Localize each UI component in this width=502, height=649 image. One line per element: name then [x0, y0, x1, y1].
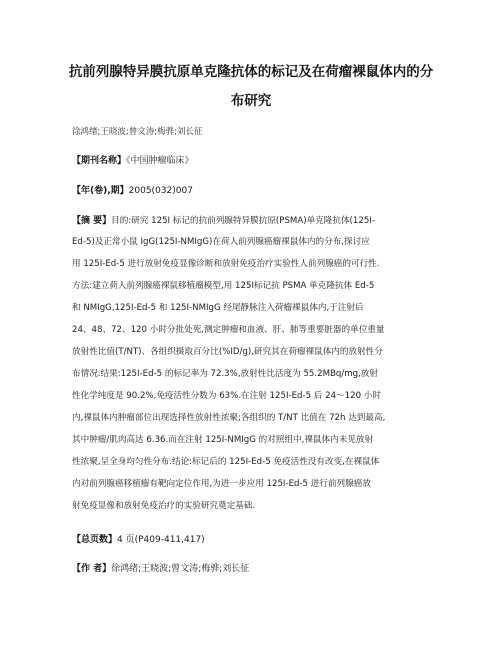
journal-name-value: 《中国肿瘤临床》	[126, 156, 194, 166]
abstract-line: 24、48、72、120 小时分批处死,测定肿瘤和血液、肝、肺等重要脏器的单位重量	[72, 325, 385, 335]
abstract-line: 内对前列腺癌移植瘤有靶向定位作用,为进一步应用 125Ⅰ-Ed-5 进行前列腺癌放	[72, 479, 371, 489]
authors-field	[72, 561, 249, 574]
abstract-line: 射免疫显像和放射免疫治疗的实验研究奠定基础.	[72, 501, 256, 511]
abstract-line	[72, 213, 432, 226]
document-title-line-1: 抗前列腺特异膜抗原单克隆抗体的标记及在荷瘤裸鼠体内的分	[68, 64, 434, 80]
page-count-field	[72, 532, 205, 545]
year-issue-value: 2005(032)007	[128, 186, 193, 196]
abstract-line: 性浓聚,呈全身均匀性分布.结论:标记后的 125Ⅰ-Ed-5 免疫活性没有改变,在裸鼠体	[72, 457, 380, 467]
abstract-line: 性化学纯度是 90.2%,免疫活性分数为 63%.在注射 125Ⅰ-Ed-5 后 24～120 小时	[72, 391, 381, 401]
journal-name-field	[72, 153, 194, 166]
abstract-line: 放射性比值(T/NT)、各组织摄取百分比(%ID/g),研究其在荷瘤裸鼠体内的放射性分	[72, 347, 383, 357]
abstract-line: 和 NMIgG,125Ⅰ-Ed-5 和 125Ⅰ-NMIgG 经尾静脉注入荷瘤裸鼠体内,于注射后	[72, 303, 364, 313]
year-issue-field	[72, 183, 193, 196]
page-count-value: 4 页(P409-411,417)	[117, 535, 205, 545]
document-title-line-2: 布研究	[230, 93, 272, 109]
abstract-line: 内,裸鼠体内肿瘤部位出现选择性放射性浓聚;各组织的 T/NT 比值在 72h 达到最高,	[72, 413, 386, 423]
abstract-label: 【摘 要】	[72, 216, 112, 226]
abstract-text: 目的:研究 125I 标记的抗前列腺特异膜抗原(PSMA)单克隆抗体(125Ⅰ-	[111, 216, 375, 226]
authors-value: 徐鸿绪;王晓波;曾文涛;梅骅;刘长征	[111, 564, 250, 574]
abstract-line: 用 125Ⅰ-Ed-5 进行放射免疫显像诊断和放射免疫治疗实验性人前列腺癌的可行性.	[72, 259, 380, 269]
authors-label: 【作 者】	[72, 564, 112, 574]
year-issue-label: 【年(卷),期】	[72, 186, 129, 196]
abstract-line: Ed-5)及正常小鼠 IgG(125Ⅰ-NMIgG)在荷人前列腺癌瘤裸鼠体内的分布,探讨应	[72, 237, 370, 247]
page-count-label: 【总页数】	[72, 535, 118, 545]
abstract-line: 方法:建立荷人前列腺癌裸鼠移植瘤模型,用 125Ⅰ标记抗 PSMA 单克隆抗体 Ed-5	[72, 281, 375, 291]
abstract-line: 布情况.结果:125Ⅰ-Ed-5 的标记率为 72.3%,放射性比活度为 55.2MBq/mg,放射	[72, 369, 378, 379]
journal-name-label: 【期刊名称】	[72, 156, 127, 166]
author-list: 徐鸿绪;王晓波;曾文涛;梅骅;刘长征	[72, 127, 203, 137]
abstract-line: 其中肿瘤/肌肉高达 6.36.而在注射 125Ⅰ-NMIgG 的对照组中,裸鼠体内未见放射	[72, 435, 374, 445]
